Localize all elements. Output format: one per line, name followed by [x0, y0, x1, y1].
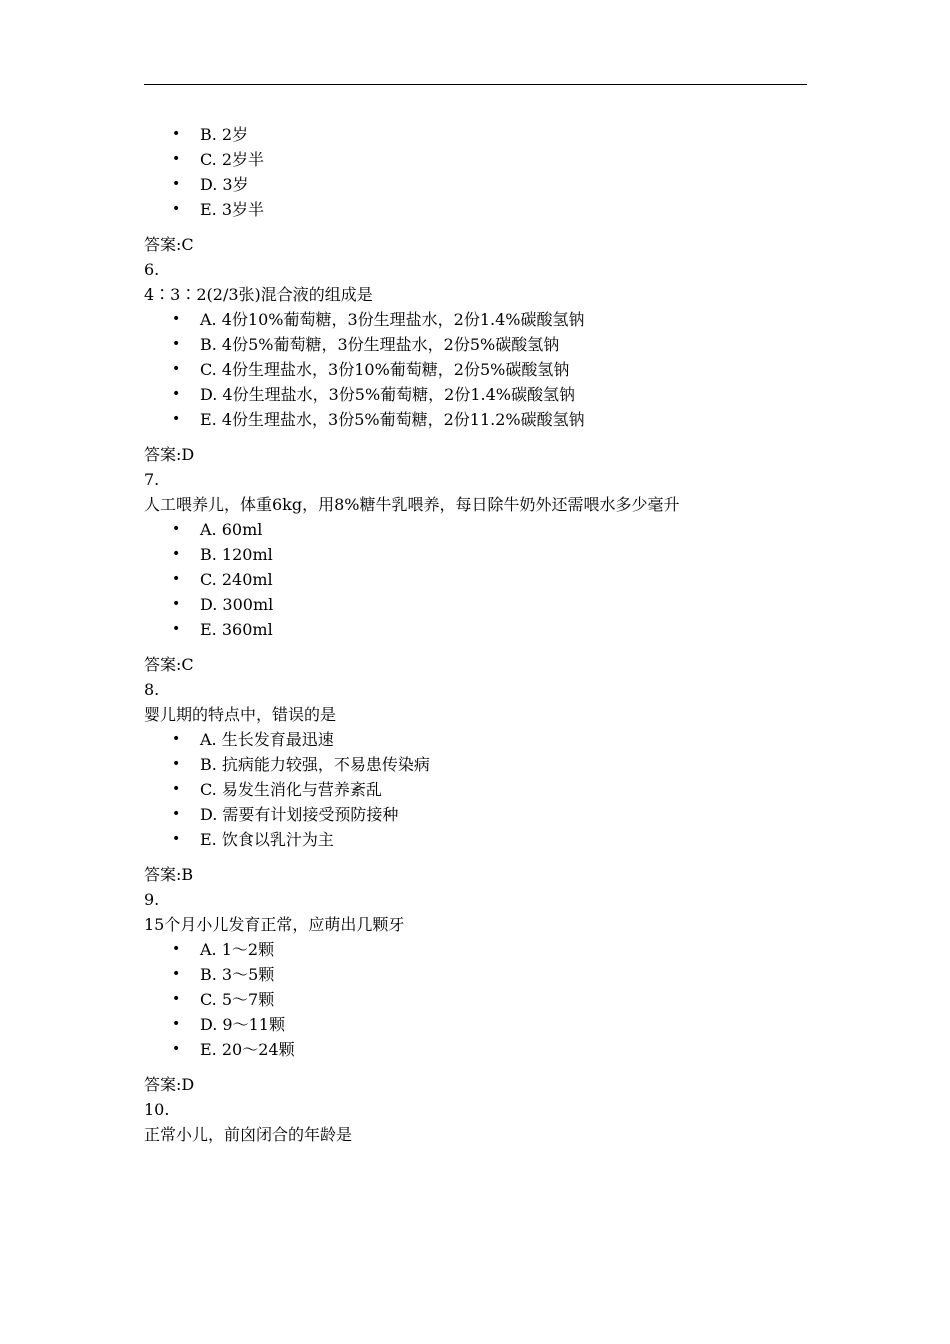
bullet-icon: • [172, 621, 181, 637]
bullet-icon: • [172, 756, 181, 772]
option-text: A. 生长发育最迅速 [200, 730, 334, 749]
option-item [144, 172, 806, 197]
q5-answer: 答案:C [144, 235, 194, 254]
option-text: D. 3岁 [200, 175, 249, 194]
q7-options [144, 517, 806, 642]
q8-number: 8. [144, 680, 160, 699]
q6-options [144, 307, 806, 432]
option-item [144, 727, 806, 752]
bullet-icon: • [172, 521, 181, 537]
option-item [144, 382, 806, 407]
option-item [144, 752, 806, 777]
bullet-icon: • [172, 336, 181, 352]
option-text: C. 4份生理盐水，3份10%葡萄糖，2份5%碳酸氢钠 [200, 360, 570, 379]
bullet-icon: • [172, 361, 181, 377]
option-item [144, 332, 806, 357]
q8-options [144, 727, 806, 852]
option-item [144, 987, 806, 1012]
option-item [144, 937, 806, 962]
option-item [144, 567, 806, 592]
bullet-icon: • [172, 151, 181, 167]
q6-number: 6. [144, 260, 160, 279]
q5-options [144, 122, 806, 222]
option-text: A. 4份10%葡萄糖，3份生理盐水，2份1.4%碳酸氢钠 [200, 310, 585, 329]
option-text: D. 300ml [200, 595, 274, 614]
option-text: A. 1～2颗 [200, 940, 275, 959]
q8-answer: 答案:B [144, 865, 194, 884]
q10-number: 10. [144, 1100, 170, 1119]
bullet-icon: • [172, 781, 181, 797]
bullet-icon: • [172, 831, 181, 847]
option-item [144, 517, 806, 542]
header-rule [144, 84, 807, 85]
bullet-icon: • [172, 411, 181, 427]
option-item [144, 802, 806, 827]
option-text: E. 3岁半 [200, 200, 265, 219]
option-item [144, 407, 806, 432]
bullet-icon: • [172, 176, 181, 192]
q9-answer: 答案:D [144, 1075, 195, 1094]
option-text: B. 120ml [200, 545, 273, 564]
option-text: A. 60ml [200, 520, 263, 539]
option-item [144, 147, 806, 172]
q7-number: 7. [144, 470, 160, 489]
q9-number: 9. [144, 890, 160, 909]
q10-stem: 正常小儿，前囟闭合的年龄是 [144, 1125, 353, 1144]
q7-stem: 人工喂养儿，体重6kg，用8%糖牛乳喂养，每日除牛奶外还需喂水多少毫升 [144, 495, 680, 514]
bullet-icon: • [172, 386, 181, 402]
option-item [144, 122, 806, 147]
option-item [144, 357, 806, 382]
option-text: E. 360ml [200, 620, 273, 639]
bullet-icon: • [172, 966, 181, 982]
option-item [144, 962, 806, 987]
option-item [144, 542, 806, 567]
option-text: E. 20～24颗 [200, 1040, 295, 1059]
option-text: B. 4份5%葡萄糖，3份生理盐水，2份5%碳酸氢钠 [200, 335, 560, 354]
option-item [144, 197, 806, 222]
bullet-icon: • [172, 126, 181, 142]
option-text: C. 5～7颗 [200, 990, 275, 1009]
option-text: E. 4份生理盐水，3份5%葡萄糖，2份11.2%碳酸氢钠 [200, 410, 585, 429]
q9-options [144, 937, 806, 1062]
bullet-icon: • [172, 201, 181, 217]
option-item [144, 1012, 806, 1037]
bullet-icon: • [172, 731, 181, 747]
bullet-icon: • [172, 571, 181, 587]
option-item [144, 307, 806, 332]
option-item [144, 777, 806, 802]
option-text: C. 易发生消化与营养紊乱 [200, 780, 382, 799]
option-text: D. 需要有计划接受预防接种 [200, 805, 399, 824]
option-text: E. 饮食以乳汁为主 [200, 830, 334, 849]
q6-answer: 答案:D [144, 445, 195, 464]
bullet-icon: • [172, 1041, 181, 1057]
bullet-icon: • [172, 941, 181, 957]
option-text: B. 3～5颗 [200, 965, 275, 984]
q7-answer: 答案:C [144, 655, 194, 674]
option-text: B. 抗病能力较强，不易患传染病 [200, 755, 430, 774]
question-list [144, 122, 806, 1147]
bullet-icon: • [172, 596, 181, 612]
bullet-icon: • [172, 546, 181, 562]
option-text: D. 4份生理盐水，3份5%葡萄糖，2份1.4%碳酸氢钠 [200, 385, 576, 404]
bullet-icon: • [172, 991, 181, 1007]
q9-stem: 15个月小儿发育正常，应萌出几颗牙 [144, 915, 405, 934]
option-item [144, 592, 806, 617]
option-text: C. 2岁半 [200, 150, 265, 169]
option-text: B. 2岁 [200, 125, 249, 144]
option-item [144, 617, 806, 642]
option-text: D. 9～11颗 [200, 1015, 285, 1034]
option-item [144, 827, 806, 852]
bullet-icon: • [172, 1016, 181, 1032]
option-text: C. 240ml [200, 570, 273, 589]
bullet-icon: • [172, 311, 181, 327]
option-item [144, 1037, 806, 1062]
q8-stem: 婴儿期的特点中，错误的是 [144, 705, 337, 724]
bullet-icon: • [172, 806, 181, 822]
q6-stem: 4∶3∶2(2/3张)混合液的组成是 [144, 285, 373, 304]
